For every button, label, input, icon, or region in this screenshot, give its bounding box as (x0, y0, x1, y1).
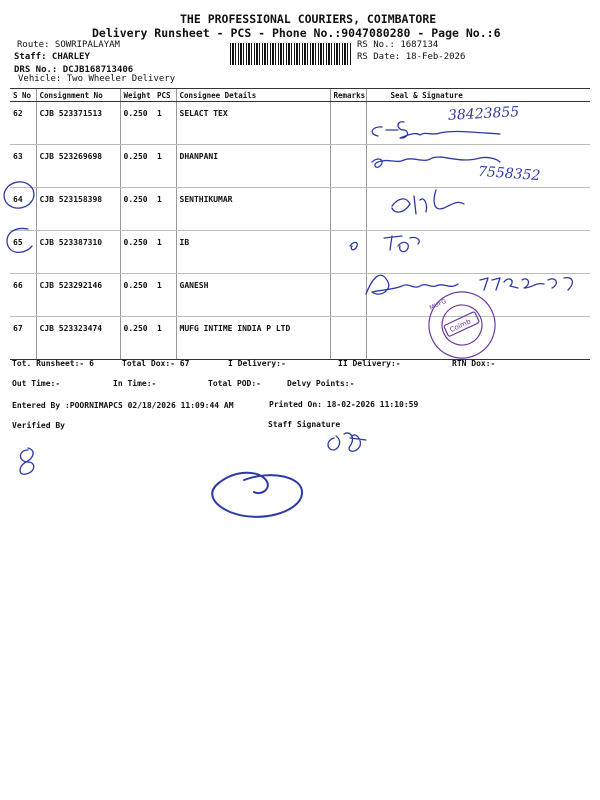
col-weight: Weight (120, 89, 154, 102)
row-sno: 66 (10, 274, 36, 317)
drs-label: DRS No.: DCJB168713406 (14, 65, 134, 75)
row-sno: 67 (10, 317, 36, 360)
svg-text:MUFG: MUFG (428, 297, 448, 312)
row-pcs: 1 (154, 145, 176, 188)
col-consignment: Consignment No (36, 89, 120, 102)
row-pcs: 1 (154, 102, 176, 145)
handwritten-number-row66 (480, 278, 572, 290)
verified-by: Verified By (12, 421, 65, 430)
out-time: Out Time:- (12, 379, 61, 388)
row-consignment: CJB 523269698 (36, 145, 120, 188)
signature-row66 (366, 275, 458, 294)
row-consignee: DHANPANI (176, 145, 330, 188)
row-weight: 0.250 (120, 231, 154, 274)
delvy-points: Delvy Points:- (287, 379, 355, 388)
signature-row63 (372, 157, 500, 167)
handwritten-number: 7558352 (477, 163, 541, 185)
verified-signature (20, 448, 34, 474)
row-consignee: GANESH (176, 274, 330, 317)
row-pcs: 1 (154, 274, 176, 317)
signature-row65 (350, 236, 419, 252)
col-pcs: PCS (154, 89, 176, 102)
company-title: THE PROFESSIONAL COURIERS, COIMBATORE (180, 12, 437, 26)
row-weight: 0.250 (120, 102, 154, 145)
rtn-dox: RTN Dox:- (452, 359, 496, 368)
runsheet-title: Delivery Runsheet - PCS - Phone No.:9047080280 - Page No.:6 (92, 26, 501, 40)
signature-row62 (372, 122, 500, 138)
row-weight: 0.250 (120, 317, 154, 360)
in-time: In Time:- (113, 379, 157, 388)
staff-signature (328, 433, 366, 451)
tot-runsheet: Tot. Runsheet:- 6 (12, 359, 94, 368)
row-pcs: 1 (154, 231, 176, 274)
svg-text:Coimb: Coimb (448, 317, 473, 335)
staff-signature-label: Staff Signature (268, 420, 341, 429)
row-consignee: IB (176, 231, 330, 274)
col-signature: Seal & Signature (366, 89, 590, 102)
circle-mark-65 (7, 228, 32, 252)
row-sno: 62 (10, 102, 36, 145)
ii-delivery: II Delivery:- (338, 359, 401, 368)
company-stamp (418, 281, 506, 369)
circle-mark-64 (2, 180, 36, 211)
large-signature (212, 473, 302, 517)
row-consignee: SELACT TEX (176, 102, 330, 145)
row-weight: 0.250 (120, 188, 154, 231)
row-pcs: 1 (154, 188, 176, 231)
row-consignee: MUFG INTIME INDIA P LTD (176, 317, 330, 360)
row-consignee: SENTHIKUMAR (176, 188, 330, 231)
row-consignment: CJB 523371513 (36, 102, 120, 145)
row-sno: 65 (10, 231, 36, 274)
total-dox: Total Dox:- 67 (122, 359, 190, 368)
signature-row64 (392, 190, 464, 214)
printed-on: Printed On: 18-02-2026 11:10:59 (269, 400, 419, 409)
row-consignment: CJB 523292146 (36, 274, 120, 317)
entered-by: Entered By :POORNIMAPCS 02/18/2026 11:09:44 AM (12, 401, 234, 410)
row-weight: 0.250 (120, 274, 154, 317)
staff-label: Staff: CHARLEY (14, 52, 90, 62)
total-pod: Total POD:- (208, 379, 261, 388)
row-consignment: CJB 523323474 (36, 317, 120, 360)
row-sno: 64 (10, 188, 36, 231)
row-sno: 63 (10, 145, 36, 188)
handwritten-number: 38423855 (447, 104, 520, 124)
vehicle-label: Vehicle: Two Wheeler Delivery (18, 74, 176, 84)
rs-date-label: RS Date: 18-Feb-2026 (357, 52, 466, 62)
route-label: Route: SOWRIPALAYAM (17, 40, 120, 50)
row-consignment: CJB 523387310 (36, 231, 120, 274)
i-delivery: I Delivery:- (228, 359, 286, 368)
col-remarks: Remarks (330, 89, 366, 102)
col-consignee: Consignee Details (176, 89, 330, 102)
row-weight: 0.250 (120, 145, 154, 188)
row-pcs: 1 (154, 317, 176, 360)
rs-no-label: RS No.: 1687134 (357, 40, 439, 50)
col-sno: S No (10, 89, 36, 102)
row-consignment: CJB 523158398 (36, 188, 120, 231)
